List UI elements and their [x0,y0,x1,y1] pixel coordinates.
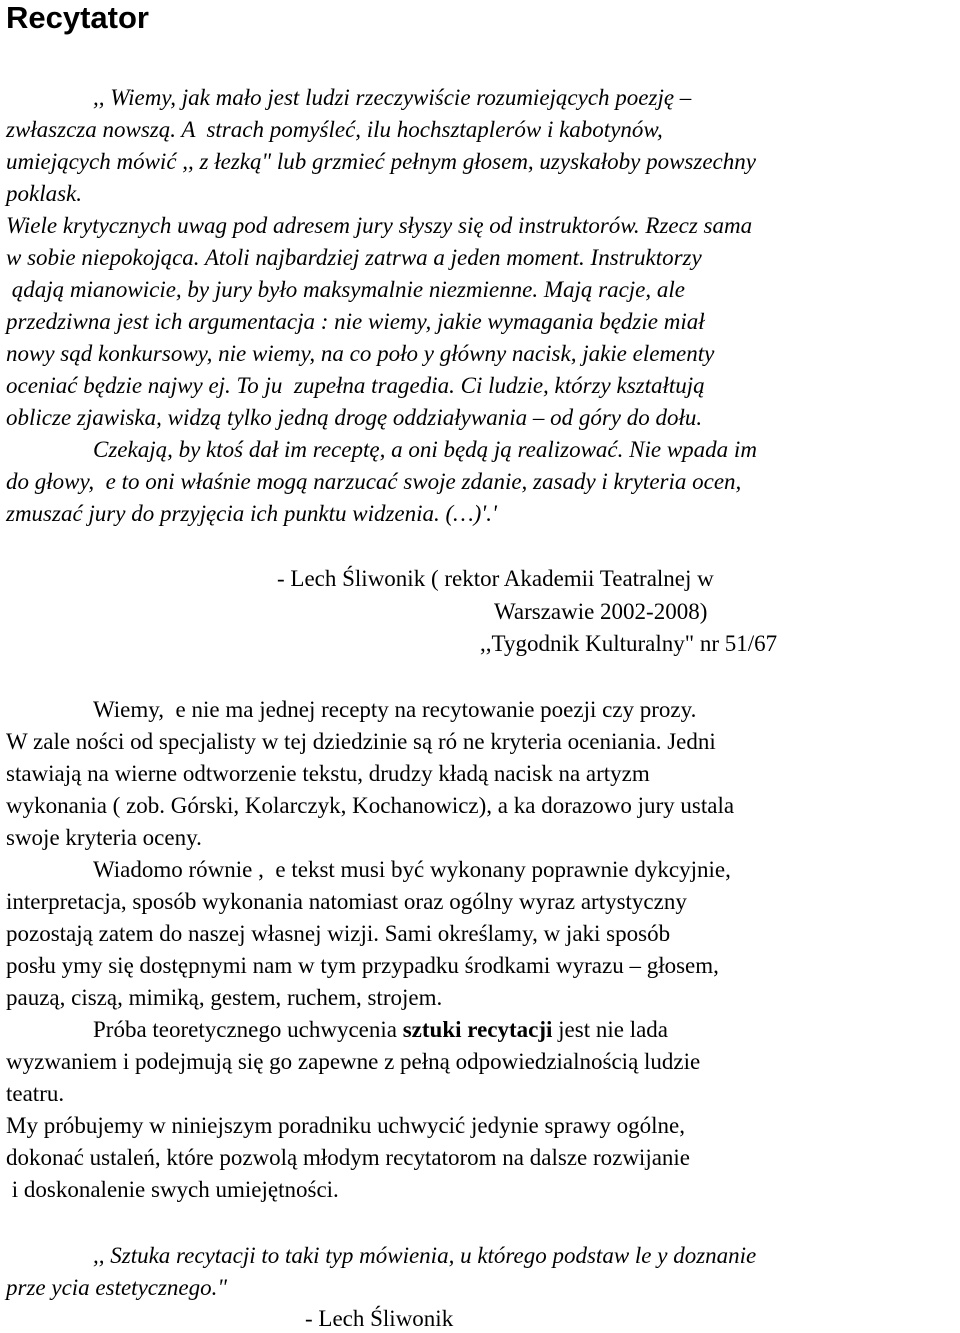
paragraph1-line-2: W zale ności od specjalisty w tej dziedzinie są ró ne kryteria oceniania. Jedni [6,729,716,754]
quote1-line-14: zmuszać jury do przyjęcia ich punktu widzenia. (…)'.' [6,501,497,526]
attribution1-line-1: - Lech Śliwonik ( rektor Akademii Teatralnej w [277,566,714,591]
document-title: Recytator [6,0,149,35]
paragraph2-line-1: Wiadomo równie , e tekst musi być wykonany poprawnie dykcyjnie, [93,857,731,882]
quote1-line-3: umiejących mówić ,, z łezką" lub grzmieć pełnym głosem, uzyskałoby powszechny [6,149,756,174]
quote1-line-5: Wiele krytycznych uwag pod adresem jury słyszy się od instruktorów. Rzecz sama [6,213,753,238]
attribution1-line-3: ,,Tygodnik Kulturalny" nr 51/67 [480,631,778,656]
paragraph2-line-4: posłu ymy się dostępnymi nam w tym przypadku środkami wyrazu – głosem, [6,953,719,978]
quote1-line-11: oblicze zjawiska, widzą tylko jedną drogę oddziaływania – od góry do dołu. [6,405,703,430]
quote1-line-12: Czekają, by ktoś dał im receptę, a oni będą ją realizować. Nie wpada im [93,437,757,462]
paragraph1-line-4: wykonania ( zob. Górski, Kolarczyk, Kochanowicz), a ka dorazowo jury ustala [6,793,735,818]
quote1-line-13: do głowy, e to oni właśnie mogą narzucać swoje zdanie, zasady i kryteria ocen, [6,469,742,494]
paragraph4-line-3: i doskonalenie swych umiejętności. [6,1177,339,1202]
quote1-line-2: zwłaszcza nowszą. A strach pomyśleć, ilu hochsztaplerów i kabotynów, [6,117,663,142]
quote1-line-1: ,, Wiemy, jak mało jest ludzi rzeczywiście rozumiejących poezję – [93,85,692,110]
quote1-line-7: ądają mianowicie, by jury było maksymalnie niezmienne. Mają racje, ale [6,277,685,302]
quote1-line-4: poklask. [6,181,83,206]
paragraph2-line-3: pozostają zatem do naszej własnej wizji. Sami określamy, w jaki sposób [6,921,671,946]
paragraph3-bold-phrase: sztuki recytacji [402,1017,553,1042]
paragraph1-line-3: stawiają na wierne odtworzenie tekstu, drudzy kładą nacisk na artyzm [6,761,650,786]
quote1-line-10: oceniać będzie najwy ej. To ju zupełna tragedia. Ci ludzie, którzy kształtują [6,373,705,398]
paragraph3-tail: jest nie lada [552,1017,669,1042]
paragraph3-line-2: wyzwaniem i podejmują się go zapewne z pełną odpowiedzialnością ludzie [6,1049,701,1074]
quote2-line-2: prze ycia estetycznego." [6,1275,228,1300]
quote1-line-6: w sobie niepokojąca. Atoli najbardziej zatrwa a jeden moment. Instruktorzy [6,245,702,270]
paragraph3-lead: Próba teoretycznego uchwycenia [93,1017,403,1042]
paragraph3-line-1 [93,1016,668,1044]
quote1-line-8: przedziwna jest ich argumentacja : nie wiemy, jakie wymagania będzie miał [6,309,705,334]
paragraph1-line-5: swoje kryteria oceny. [6,825,202,850]
quote1-line-9: nowy sąd konkursowy, nie wiemy, na co poło y główny nacisk, jakie elementy [6,341,715,366]
quote2-line-1: ,, Sztuka recytacji to taki typ mówienia, u którego podstaw le y doznanie [93,1243,757,1268]
paragraph3-line-3: teatru. [6,1081,65,1106]
paragraph2-line-2: interpretacja, sposób wykonania natomiast oraz ogólny wyraz artystyczny [6,889,687,914]
paragraph4-line-2: dokonać ustaleń, które pozwolą młodym recytatorom na dalsze rozwijanie [6,1145,691,1170]
paragraph1-line-1: Wiemy, e nie ma jednej recepty na recytowanie poezji czy prozy. [93,697,697,722]
paragraph2-line-5: pauzą, ciszą, mimiką, gestem, ruchem, strojem. [6,985,443,1010]
attribution2: - Lech Śliwonik [305,1306,454,1331]
attribution1-line-2: Warszawie 2002-2008) [494,599,708,624]
paragraph4-line-1: My próbujemy w niniejszym poradniku uchwycić jedynie sprawy ogólne, [6,1113,685,1138]
